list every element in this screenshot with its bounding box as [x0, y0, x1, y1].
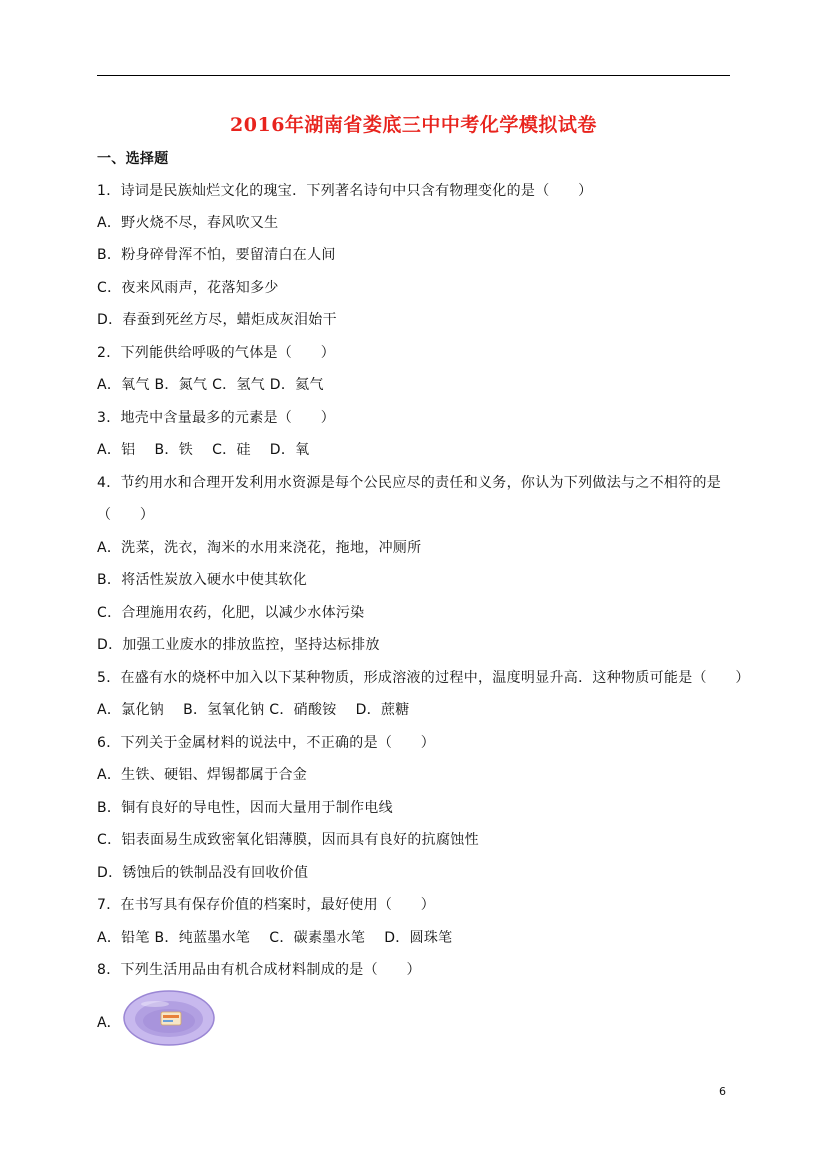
page-number: 6 — [719, 1085, 726, 1098]
option-line: A．铅笔 B．纯蓝墨水笔 C．碳素墨水笔 D．圆珠笔 — [97, 930, 453, 946]
question-line: 2．下列能供给呼吸的气体是（ ） — [97, 345, 336, 361]
option-line: A．氧气 B．氮气 C．氢气 D．氦气 — [97, 377, 324, 393]
option-line: B．铜有良好的导电性，因而大量用于制作电线 — [97, 800, 393, 816]
option-line: C．铝表面易生成致密氧化铝薄膜，因而具有良好的抗腐蚀性 — [97, 832, 479, 848]
option-line: B．将活性炭放入硬水中使其软化 — [97, 572, 308, 588]
question-line: 8．下列生活用品由有机合成材料制成的是（ ） — [97, 962, 421, 978]
header-rule — [97, 75, 730, 76]
option-line: A．洗菜，洗衣，淘米的水用来浇花，拖地，冲厕所 — [97, 540, 422, 556]
question-line: 1．诗词是民族灿烂文化的瑰宝．下列著名诗句中只含有物理变化的是（ ） — [97, 183, 593, 199]
question-line: 7．在书写具有保存价值的档案时，最好使用（ ） — [97, 897, 436, 913]
option-a-label: A． — [97, 1015, 121, 1031]
option-line: D．锈蚀后的铁制品没有回收价值 — [97, 865, 309, 881]
option-line: C．夜来风雨声，花落知多少 — [97, 280, 279, 296]
question-line: 5．在盛有水的烧杯中加入以下某种物质，形成溶液的过程中，温度明显升高．这种物质可能是（ ） — [97, 670, 750, 686]
question-line: 3．地壳中含量最多的元素是（ ） — [97, 410, 336, 426]
option-line: A．野火烧不尽，春风吹又生 — [97, 215, 279, 231]
section-heading: 一、选择题 — [97, 151, 169, 167]
option-line: D．加强工业废水的排放监控，坚持达标排放 — [97, 637, 380, 653]
option-line: C．合理施用农药，化肥，以减少水体污染 — [97, 605, 365, 621]
question-line-cont: （ ） — [97, 507, 155, 523]
question-line: 4．节约用水和合理开发利用水资源是每个公民应尽的责任和义务，你认为下列做法与之不相符的是 — [97, 475, 722, 491]
plastic-basin-image — [121, 988, 217, 1048]
option-line: B．粉身碎骨浑不怕，要留清白在人间 — [97, 247, 336, 263]
option-line: A．生铁、硬铝、焊锡都属于合金 — [97, 767, 308, 783]
option-line: A．铝 B．铁 C．硅 D．氧 — [97, 442, 310, 458]
page-title: 2016年湖南省娄底三中中考化学模拟试卷 — [230, 114, 597, 136]
question-line: 6．下列关于金属材料的说法中，不正确的是（ ） — [97, 735, 436, 751]
option-line: D．春蚕到死丝方尽，蜡炬成灰泪始干 — [97, 312, 337, 328]
option-line: A．氯化钠 B．氢氧化钠 C．硝酸铵 D．蔗糖 — [97, 702, 410, 718]
